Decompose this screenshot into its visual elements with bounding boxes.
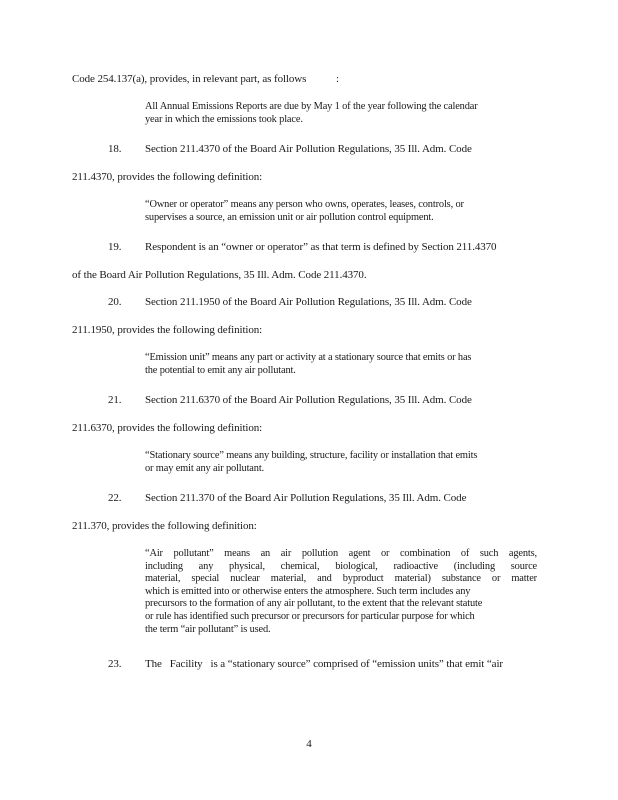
paragraph-number-21: 21. bbox=[108, 394, 122, 406]
quote-line: “Stationary source” means any building, structure, facility or installation that emits bbox=[145, 450, 478, 461]
intro-colon: : bbox=[336, 73, 339, 85]
quote-line: or may emit any air pollutant. bbox=[145, 462, 265, 474]
intro-line bbox=[72, 73, 306, 86]
quote-line: “Owner or operator” means any person who owns, operates, leases, controls, or bbox=[145, 199, 464, 210]
quote-reports bbox=[145, 101, 478, 126]
paragraph-18-line-2: 211.4370, provides the following definition: bbox=[72, 171, 263, 183]
quote-line: which is emitted into or otherwise enters the atmosphere. Such term includes any bbox=[145, 585, 471, 597]
quote-owner-operator bbox=[145, 199, 464, 224]
paragraph-20-line-1: Section 211.1950 of the Board Air Pollution Regulations, 35 Ill. Adm. Code bbox=[145, 296, 472, 308]
paragraph-21-line-1: Section 211.6370 of the Board Air Pollution Regulations, 35 Ill. Adm. Code bbox=[145, 394, 472, 406]
quote-line: supervises a source, an emission unit or air pollution control equipment. bbox=[145, 211, 434, 223]
quote-line: or rule has identified such precursor or precursors for particular purpose for which bbox=[145, 610, 475, 622]
paragraph-number-19: 19. bbox=[108, 241, 122, 253]
paragraph-20-line-2: 211.1950, provides the following definition: bbox=[72, 324, 263, 336]
quote-line: including any physical, chemical, biological, radioactive (including source bbox=[145, 560, 537, 572]
paragraph-23-line-1: The Facility is a “stationary source” comprised of “emission units” that emit “air bbox=[145, 658, 503, 670]
paragraph-number-22: 22. bbox=[108, 492, 122, 504]
paragraph-number-23: 23. bbox=[108, 658, 122, 670]
quote-line: year in which the emissions took place. bbox=[145, 113, 303, 125]
quote-air-pollutant bbox=[145, 548, 537, 636]
quote-line: the term “air pollutant” is used. bbox=[145, 623, 271, 635]
quote-line: precursors to the formation of any air pollutant, to the extent that the relevant statute bbox=[145, 598, 483, 610]
quote-line: All Annual Emissions Reports are due by May 1 of the year following the calendar bbox=[145, 101, 478, 112]
paragraph-number-18: 18. bbox=[108, 143, 122, 155]
paragraph-19-line-2: of the Board Air Pollution Regulations, 35 Ill. Adm. Code 211.4370. bbox=[72, 269, 367, 281]
quote-stationary-source bbox=[145, 450, 477, 475]
quote-line: “Emission unit” means any part or activity at a stationary source that emits or has bbox=[145, 352, 472, 363]
quote-line: “Air pollutant” means an air pollution agent or combination of such agents, bbox=[145, 548, 537, 559]
intro-text: Code 254.137(a), provides, in relevant part, as follows bbox=[72, 73, 307, 85]
paragraph-18-line-1: Section 211.4370 of the Board Air Pollution Regulations, 35 Ill. Adm. Code bbox=[145, 143, 472, 155]
quote-line: material, special nuclear material, and byproduct material) substance or matter bbox=[145, 573, 537, 585]
page-number: 4 bbox=[306, 738, 312, 750]
quote-line: the potential to emit any air pollutant. bbox=[145, 364, 296, 376]
quote-emission-unit bbox=[145, 352, 471, 377]
paragraph-21-line-2: 211.6370, provides the following definition: bbox=[72, 422, 263, 434]
paragraph-19-line-1: Respondent is an “owner or operator” as that term is defined by Section 211.4370 bbox=[145, 241, 497, 253]
paragraph-number-20: 20. bbox=[108, 296, 122, 308]
paragraph-22-line-1: Section 211.370 of the Board Air Pollution Regulations, 35 Ill. Adm. Code bbox=[145, 492, 467, 504]
paragraph-22-line-2: 211.370, provides the following definition: bbox=[72, 520, 257, 532]
